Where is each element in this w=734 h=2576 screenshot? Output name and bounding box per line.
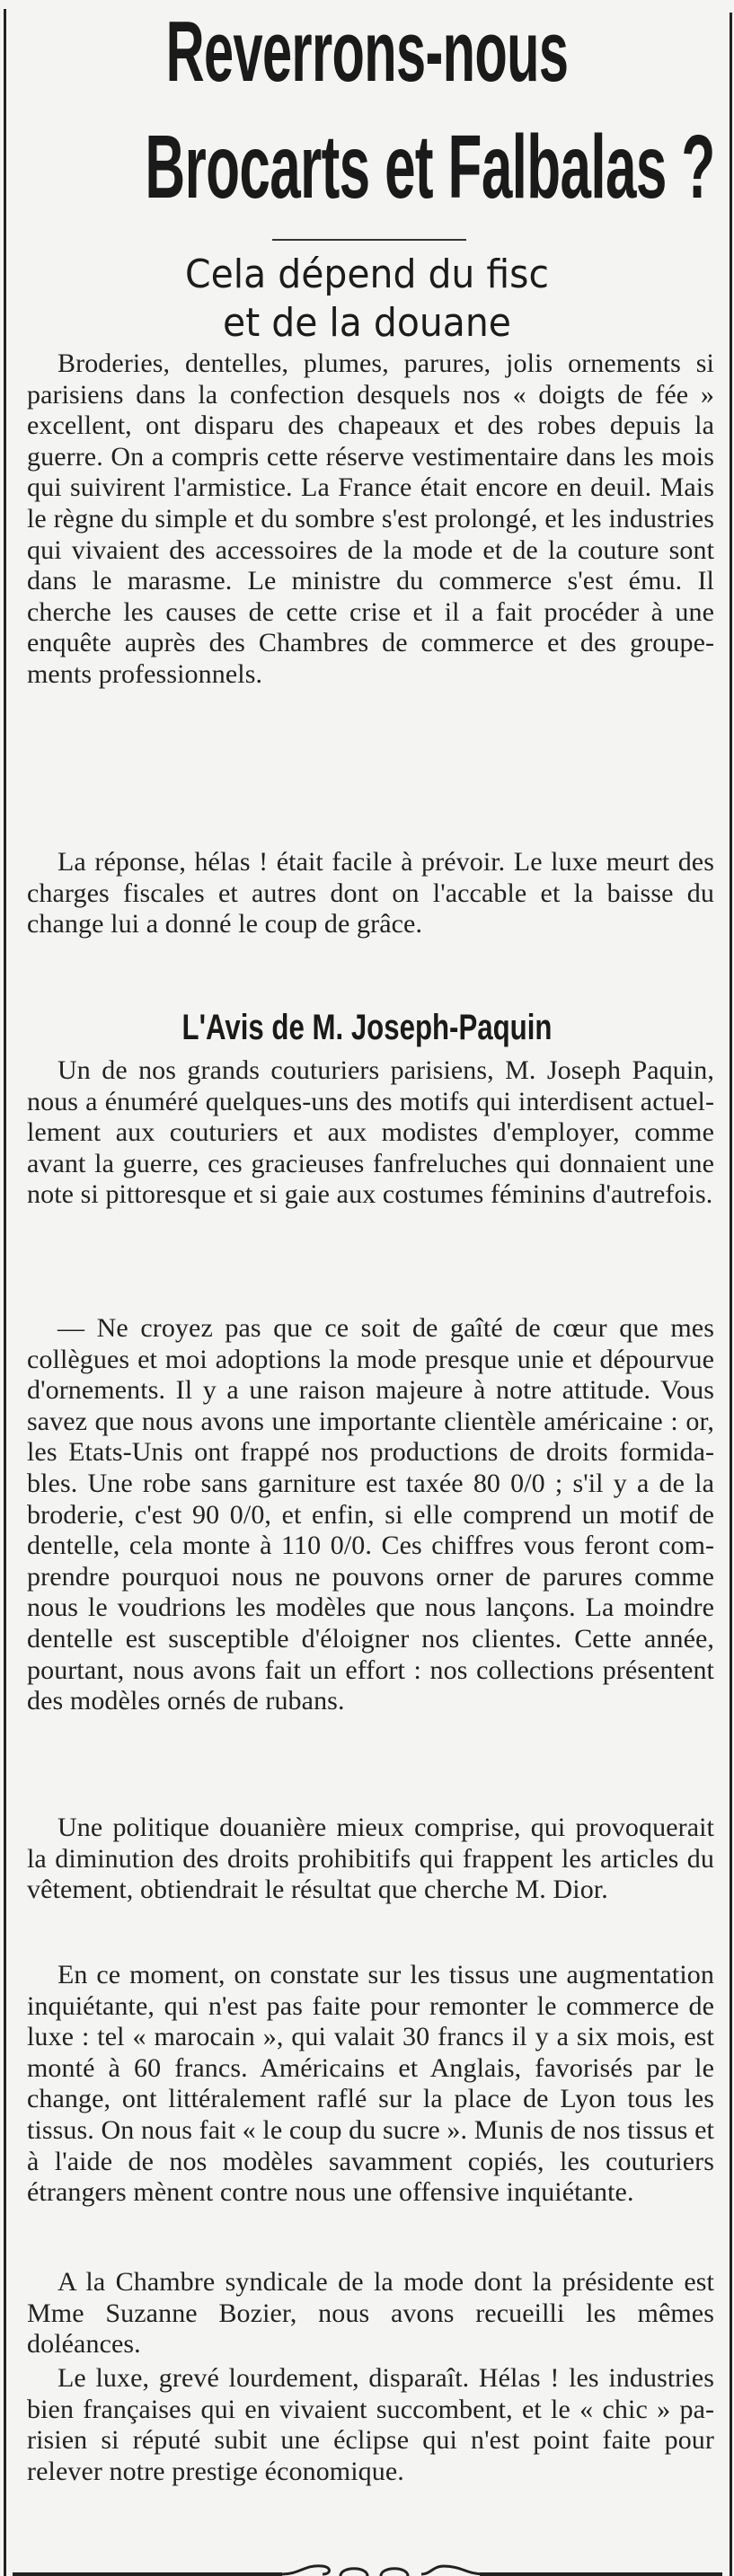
paragraph-paquin-intro: Un de nos grands couturiers parisiens, M. Joseph Paquin, nous a énuméré quelques-uns des motifs qui interdisent actuellement aux couturiers et aux modistes d'employer, comme avant la guerre, ces gracieuses fanfreluches qui donnaient une note si pittoresque et si gaie aux costumes féminins d'autrefois. bbox=[27, 1055, 714, 1210]
paragraph-chambre-syndicale: A la Chambre syndicale de la mode dont la présidente est Mme Suzanne Bozier, nous avons recueilli les mêmes doléances. bbox=[27, 2267, 714, 2360]
column-rule-left bbox=[4, 9, 6, 2576]
paragraph-customs-policy: Une politique douanière mieux comprise, qui provoquerait la diminution des droits prohibitifs qui frappent les articles du vêtement, obtiendrait le résultat que cherche M. Dior. bbox=[27, 1813, 714, 1905]
subheadline-line-1: Cela dépend du fisc bbox=[185, 251, 549, 297]
section-heading-paquin: L'Avis de M. Joseph-Paquin bbox=[181, 1008, 553, 1047]
paragraph-conclusion: Le luxe, grevé lourdement, disparaît. Hélas ! les industries bien françaises qui en vivaient succombent, et le « chic » parisien si réputé subit une éclipse qui n'est point faite pour relever notre prestige économique. bbox=[27, 2363, 714, 2486]
headline-line-1: Reverrons-nous bbox=[165, 4, 569, 100]
end-ornament-icon bbox=[13, 2563, 722, 2576]
paragraph-intro: Broderies, dentelles, plumes, parures, jolis ornements si parisiens dans la confection desquels nos « doigts de fée » excellent, ont disparu des chapeaux et des robes depuis la guerre. On a compris cette réserve vestimentaire dans les mois qui suivirent l'armistice. La France était encore en deuil. Mais le règne du simple et du sombre s'est prolongé, et les industries qui vivaient des accessoires de la mode et de la couture sont dans le marasme. Le ministre du commerce s'est ému. Il cherche les causes de cette crise et il a fait procéder à une enquête auprès des Chambres de commerce et des groupements professionnels. bbox=[27, 348, 714, 689]
paragraph-response: La réponse, hélas ! était facile à prévoir. Le luxe meurt des charges fiscales et autres dont on l'accable et la baisse du change lui a donné le coup de grâce. bbox=[27, 847, 714, 940]
headline-separator-rule bbox=[272, 239, 466, 241]
headline-line-2: Brocarts et Falbalas ? bbox=[145, 117, 715, 217]
column-rule-right bbox=[730, 13, 732, 2576]
paragraph-paquin-quote: — Ne croyez pas que ce soit de gaîté de cœur que mes collègues et moi adoptions la mode presque unie et dépourvue d'ornements. Il y a une raison majeure à notre attitude. Vous savez que nous avons une importante clientèle américaine : or, les Etats-Unis ont frappé nos productions de droits formidables. Une robe sans garniture est taxée 80 0/0 ; s'il y a de la broderie, c'est 90 0/0, et enfin, si elle comprend un motif de dentelle, cela monte à 110 0/0. Ces chiffres vous feront comprendre pourquoi nous ne pouvons orner de parures comme nous le voudrions les modèles que nous lançons. La moindre dentelle est susceptible d'éloigner nos clientes. Cette année, pourtant, nous avons fait un effort : nos collections présentent des modèles ornés de rubans. bbox=[27, 1313, 714, 1716]
subheadline-line-2: et de la douane bbox=[223, 300, 511, 346]
paragraph-fabric-prices: En ce moment, on constate sur les tissus une augmentation inquiétante, qui n'est pas faite pour remonter le commerce de luxe : tel « marocain », qui valait 30 francs il y a six mois, est monté à 60 francs. Américains et Anglais, favorisés par le change, ont littéralement raflé sur la place de Lyon tous les tissus. On nous fait « le coup du sucre ». Munis de nos tissus et à l'aide de nos modèles savamment copiés, les couturiers étrangers mènent contre nous une offensive inquiétante. bbox=[27, 1960, 714, 2208]
